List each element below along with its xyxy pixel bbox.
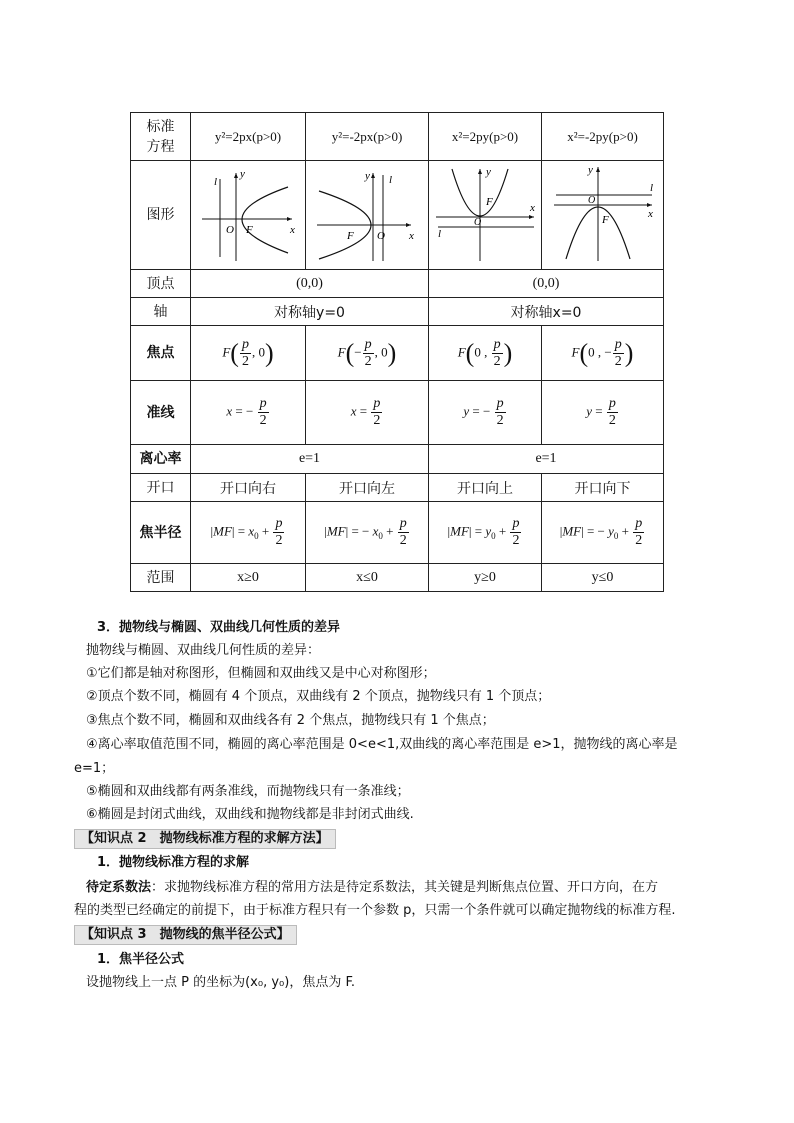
kp2-subtitle: 1．抛物线标准方程的求解 xyxy=(97,855,250,870)
parabola-up-figure xyxy=(430,161,540,265)
difference-item-3: ③焦点个数不同，椭圆和双曲线各有 2 个焦点，抛物线只有 1 个焦点； xyxy=(86,713,495,728)
row-label-eccentricity: 离心率 xyxy=(131,445,191,474)
row-label-vertex: 顶点 xyxy=(131,270,191,298)
svg-text:F: F xyxy=(601,214,609,226)
equation-right: y²=2px(p>0) xyxy=(191,113,306,161)
section-3-intro: 抛物线与椭圆、双曲线几何性质的差异： xyxy=(86,643,321,658)
focal-radius-up: $|MF| = y_0$ + $\frac{p}{2}$ xyxy=(429,502,542,564)
row-label-focal-radius: 焦半径 xyxy=(131,502,191,564)
section-3-title: 3．抛物线与椭圆、双曲线几何性质的差异 xyxy=(97,620,341,635)
row-label-standard-equation: 标准 方程 xyxy=(131,113,191,161)
svg-text:l: l xyxy=(438,228,442,240)
range-left: x≤0 xyxy=(306,564,429,592)
kp3-subtitle: 1．焦半径公式 xyxy=(97,952,185,967)
svg-text:y: y xyxy=(240,168,245,180)
row-label-directrix: 准线 xyxy=(131,381,191,445)
opening-right: 开口向右 xyxy=(191,474,306,502)
svg-text:l: l xyxy=(649,182,653,194)
graph-down xyxy=(542,161,664,270)
method-name: 待定系数法 xyxy=(86,880,152,895)
equation-down: x²=-2py(p>0) xyxy=(542,113,664,161)
difference-item-2: ②顶点个数不同，椭圆有 4 个顶点，双曲线有 2 个顶点，抛物线只有 1 个顶点； xyxy=(86,689,551,704)
svg-text:x: x xyxy=(290,224,295,236)
svg-text:F: F xyxy=(347,230,354,242)
axis-horizontal: 对称轴y=0 xyxy=(191,298,429,326)
opening-up: 开口向上 xyxy=(429,474,542,502)
knowledge-point-2-heading: 【知识点 2 抛物线标准方程的求解方法】 xyxy=(74,829,336,849)
svg-text:l: l xyxy=(214,176,218,188)
svg-text:x: x xyxy=(647,208,653,220)
focal-radius-right: $|MF| = x_0$ + $\frac{p}{2}$ xyxy=(191,502,306,564)
row-label-focus: 焦点 xyxy=(131,326,191,381)
graph-left xyxy=(306,161,429,270)
svg-text:y: y xyxy=(587,164,593,176)
range-down: y≤0 xyxy=(542,564,664,592)
focal-radius-down: |MF| = − $y_0$ + $\frac{p}{2}$ xyxy=(542,502,664,564)
parabola-properties-table xyxy=(130,112,664,592)
svg-text:F: F xyxy=(486,196,493,208)
vertex-horizontal: (0,0) xyxy=(191,270,429,298)
knowledge-point-3-heading: 【知识点 3 抛物线的焦半径公式】 xyxy=(74,925,297,945)
difference-item-4-cont: e=1； xyxy=(74,761,115,776)
svg-text:y: y xyxy=(486,166,491,178)
directrix-down: y = $\frac{p}{2}$ xyxy=(542,381,664,445)
vertex-vertical: (0,0) xyxy=(429,270,664,298)
svg-text:y: y xyxy=(365,170,370,182)
kp2-paragraph-line-1: 待定系数法：求抛物线标准方程的常用方法是待定系数法，其关键是判断焦点位置、开口方向，在方 xyxy=(86,880,659,895)
equation-up: x²=2py(p>0) xyxy=(429,113,542,161)
svg-text:l: l xyxy=(389,174,393,186)
svg-text:x: x xyxy=(530,202,535,214)
svg-text:O: O xyxy=(587,195,595,206)
opening-left: 开口向左 xyxy=(306,474,429,502)
equation-left: y²=-2px(p>0) xyxy=(306,113,429,161)
row-label-graph: 图形 xyxy=(131,161,191,270)
focus-down: F(0 , − $\frac{p}{2}$ ) xyxy=(542,326,664,381)
kp3-paragraph: 设抛物线上一点 P 的坐标为(x₀, y₀)，焦点为 F. xyxy=(86,975,355,990)
difference-item-6: ⑥椭圆是封闭式曲线，双曲线和抛物线都是非封闭式曲线. xyxy=(86,807,414,822)
graph-right xyxy=(191,161,306,270)
focal-radius-left: |MF| = − $x_0$ + $\frac{p}{2}$ xyxy=(306,502,429,564)
row-label-axis: 轴 xyxy=(131,298,191,326)
axis-vertical: 对称轴x=0 xyxy=(429,298,664,326)
difference-item-5: ⑤椭圆和双曲线都有两条准线，而抛物线只有一条准线； xyxy=(86,784,410,799)
range-right: x≥0 xyxy=(191,564,306,592)
directrix-left: x = $\frac{p}{2}$ xyxy=(306,381,429,445)
range-up: y≥0 xyxy=(429,564,542,592)
difference-item-4: ④离心率取值范围不同，椭圆的离心率范围是 0<e<1,双曲线的离心率范围是 e>1，抛物线的离心率是 xyxy=(86,737,678,752)
svg-text:x: x xyxy=(409,230,414,242)
eccentricity-horizontal: e=1 xyxy=(191,445,429,474)
svg-text:O: O xyxy=(226,224,234,236)
parabola-down-figure xyxy=(544,161,662,265)
graph-up xyxy=(429,161,542,270)
row-label-opening: 开口 xyxy=(131,474,191,502)
eccentricity-vertical: e=1 xyxy=(429,445,664,474)
row-label-range: 范围 xyxy=(131,564,191,592)
directrix-up: y = − $\frac{p}{2}$ xyxy=(429,381,542,445)
difference-item-1: ①它们都是轴对称图形，但椭圆和双曲线又是中心对称图形； xyxy=(86,666,436,681)
parabola-left-figure xyxy=(307,161,427,265)
kp2-paragraph-line-2: 程的类型已经确定的前提下，由于标准方程只有一个参数 p，只需一个条件就可以确定抛物线的标准方程. xyxy=(74,903,676,918)
focus-right: F( $\frac{p}{2}$ , 0) xyxy=(191,326,306,381)
opening-down: 开口向下 xyxy=(542,474,664,502)
svg-text:F: F xyxy=(246,224,253,236)
focus-up: F(0 , $\frac{p}{2}$ ) xyxy=(429,326,542,381)
svg-text:O: O xyxy=(474,217,482,228)
directrix-right: x = − $\frac{p}{2}$ xyxy=(191,381,306,445)
parabola-right-figure xyxy=(192,161,304,265)
svg-text:O: O xyxy=(377,230,385,242)
focus-left: F(− $\frac{p}{2}$ , 0) xyxy=(306,326,429,381)
